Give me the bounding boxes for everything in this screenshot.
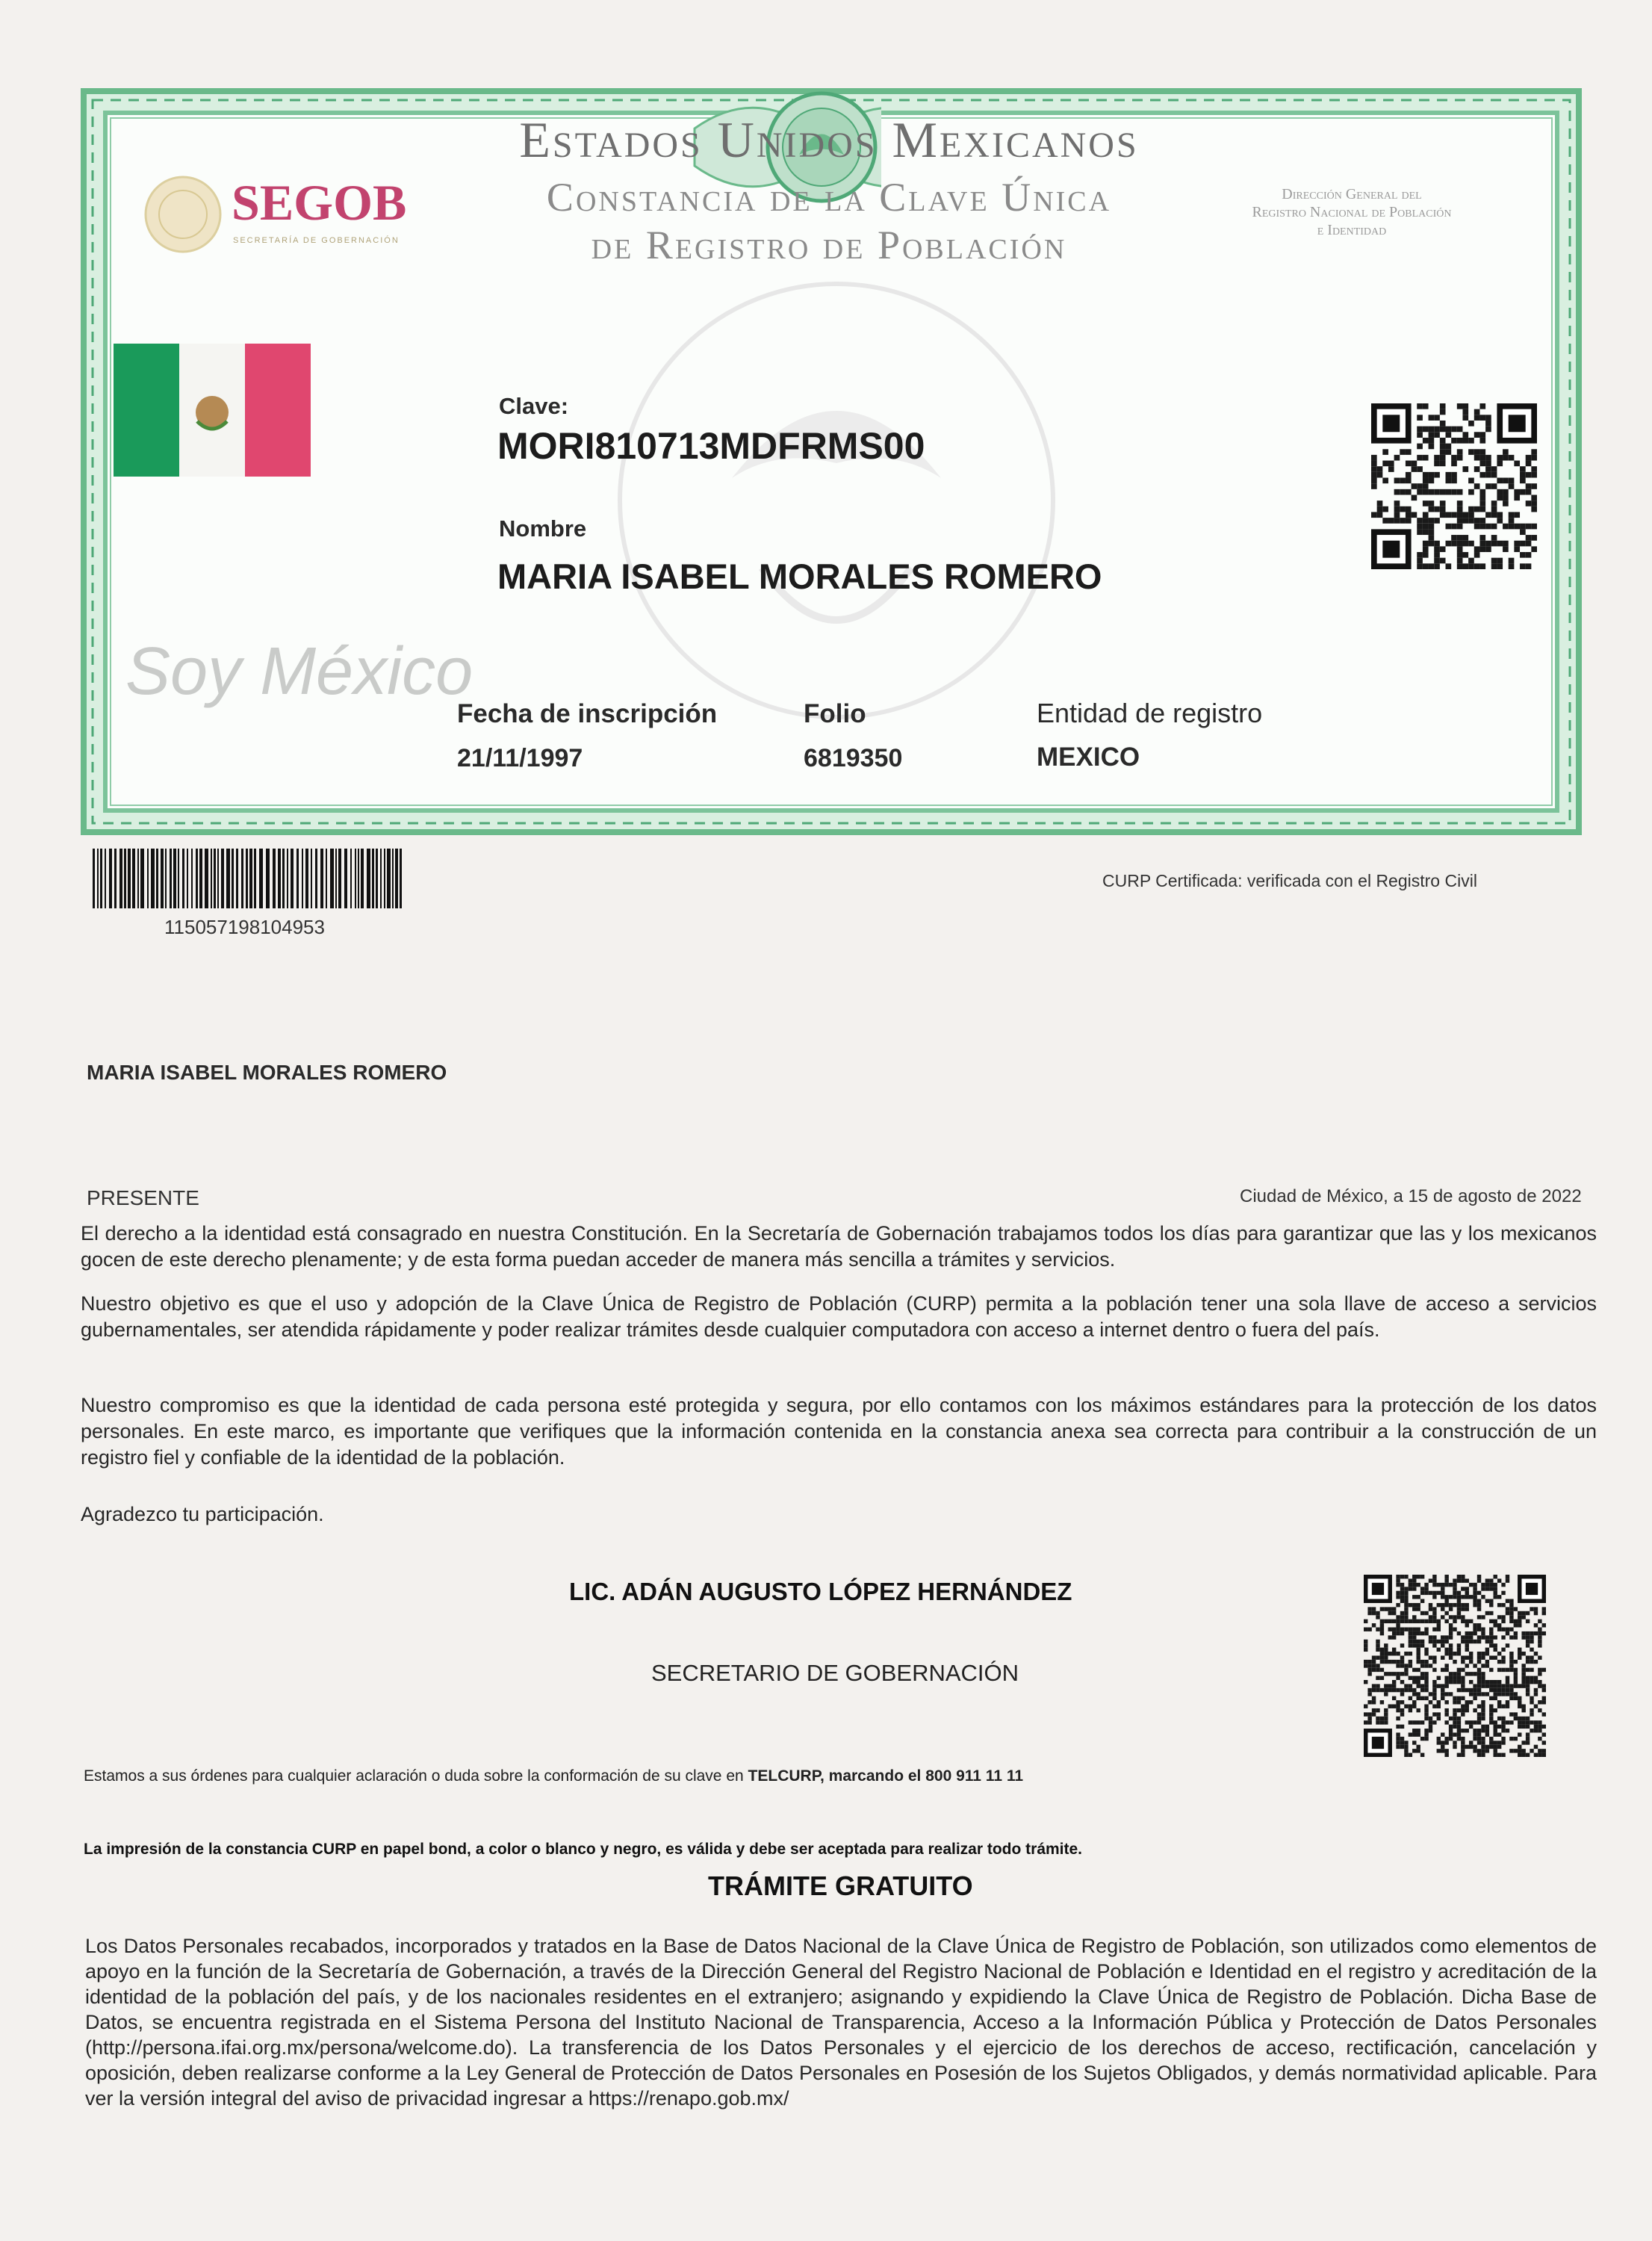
eagle-watermark-icon (538, 254, 1135, 732)
letter-paragraph-1: El derecho a la identidad está consagrado en nuestra Constitución. En la Secretaría de Gobernación trabajamos todos los días para garantizar que las y los mexicanos gocen de este derecho plenamente; y de esta forma puedan acceder de manera más sencilla a trámites y servicios. (81, 1222, 1597, 1271)
directorate-line-2: Registro Nacional de Población (1252, 204, 1452, 220)
signature-qr-code (1364, 1575, 1546, 1766)
title-estados-unidos: Estados Unidos Mexicanos (519, 111, 1139, 168)
contact-note (84, 1767, 1023, 1785)
signer-title: SECRETARIO DE GOBERNACIÓN (651, 1660, 1019, 1686)
barcode (93, 849, 406, 908)
certificate-qr-code (1371, 403, 1537, 575)
free-procedure: TRÁMITE GRATUITO (708, 1870, 973, 1901)
directorate-line-3: e Identidad (1317, 222, 1387, 238)
nombre-value: MARIA ISABEL MORALES ROMERO (497, 557, 1102, 596)
entidad-value: MEXICO (1037, 743, 1140, 772)
letter-paragraph-3: Nuestro compromiso es que la identidad de cada persona esté protegida y segura, por ello contamos con los máximos estándares para la protección de los datos personales. En este marco, es importante que verifiques que la información contenida en la constancia anexa sea correcta para contribuir a la construcción de un registro fiel y confiable de la identidad de la población. (81, 1394, 1597, 1469)
thanks-text: Agradezco tu participación. (81, 1503, 324, 1525)
barcode-number: 115057198104953 (164, 916, 325, 938)
recipient-name: MARIA ISABEL MORALES ROMERO (87, 1061, 447, 1084)
clave-label: Clave: (499, 393, 569, 419)
curp-certified-status: CURP Certificada: verificada con el Registro Civil (1102, 871, 1477, 890)
validity-note: La impresión de la constancia CURP en papel bond, a color o blanco y negro, es válida y debe ser aceptada para realizar todo trámite. (84, 1841, 1083, 1858)
contact-note-text: Estamos a sus órdenes para cualquier aclaración o duda sobre la conformación de su clave en (84, 1767, 748, 1785)
fecha-label: Fecha de inscripción (457, 699, 718, 728)
nombre-label: Nombre (499, 515, 587, 542)
signer-name: LIC. ADÁN AUGUSTO LÓPEZ HERNÁNDEZ (569, 1578, 1072, 1605)
greeting-presente: PRESENTE (87, 1186, 199, 1209)
folio-value: 6819350 (804, 744, 903, 772)
soy-mexico-slogan: Soy México (125, 634, 473, 709)
segob-seal-icon (142, 173, 224, 255)
segob-subtitle: SECRETARÍA DE GOBERNACIÓN (233, 236, 400, 245)
place-date: Ciudad de México, a 15 de agosto de 2022 (1240, 1186, 1582, 1206)
clave-value: MORI810713MDFRMS00 (497, 425, 925, 467)
segob-logo-text: SEGOB (232, 174, 407, 231)
entidad-label: Entidad de registro (1037, 698, 1263, 728)
directorate-line-1: Dirección General del (1282, 186, 1422, 202)
title-registro: de Registro de Población (591, 223, 1067, 267)
mexican-flag-icon (114, 344, 311, 477)
fecha-value: 21/11/1997 (457, 744, 583, 772)
folio-label: Folio (804, 699, 866, 728)
title-constancia: Constancia de la Clave Única (546, 175, 1112, 220)
letter-paragraph-2: Nuestro objetivo es que el uso y adopción de la Clave Única de Registro de Población (CURP) permita a la población tener una sola llave de acceso a servicios gubernamentales, ser atendida rápidamente y poder realizar trámites desde cualquier computadora con acceso a internet dentro o fuera del país. (81, 1292, 1597, 1341)
telcurp-phone: TELCURP, marcando el 800 911 11 11 (748, 1767, 1024, 1785)
privacy-notice: Los Datos Personales recabados, incorporados y tratados en la Base de Datos Nacional de la Clave Única de Registro de Población, son utilizados como elementos de apoyo en la función de la Secretaría de Gobernación, a través de la Dirección General del Registro Nacional de Población e Identidad en el registro y acreditación de la identidad de la población del país, y de los nacionales residentes en el extranjero; asignando y expidiendo la Clave Única de Registro de Población. Dicha Base de Datos, se encuentra registrada en el Sistema Persona del Instituto Nacional de Transparencia, Acceso a la Información Pública y Protección de Datos Personales (http://persona.ifai.org.mx/persona/welcome.do). La transferencia de los Datos Personales y el ejercicio de los derechos de acceso, rectificación, cancelación y oposición, deben realizarse conforme a la Ley General de Protección de Datos Personales en Posesión de los Sujetos Obligados, y demás normatividad aplicable. Para ver la versión integral del aviso de privacidad ingresar a https://renapo.gob.mx/ (85, 1935, 1597, 2110)
directorate-text (1187, 185, 1516, 239)
